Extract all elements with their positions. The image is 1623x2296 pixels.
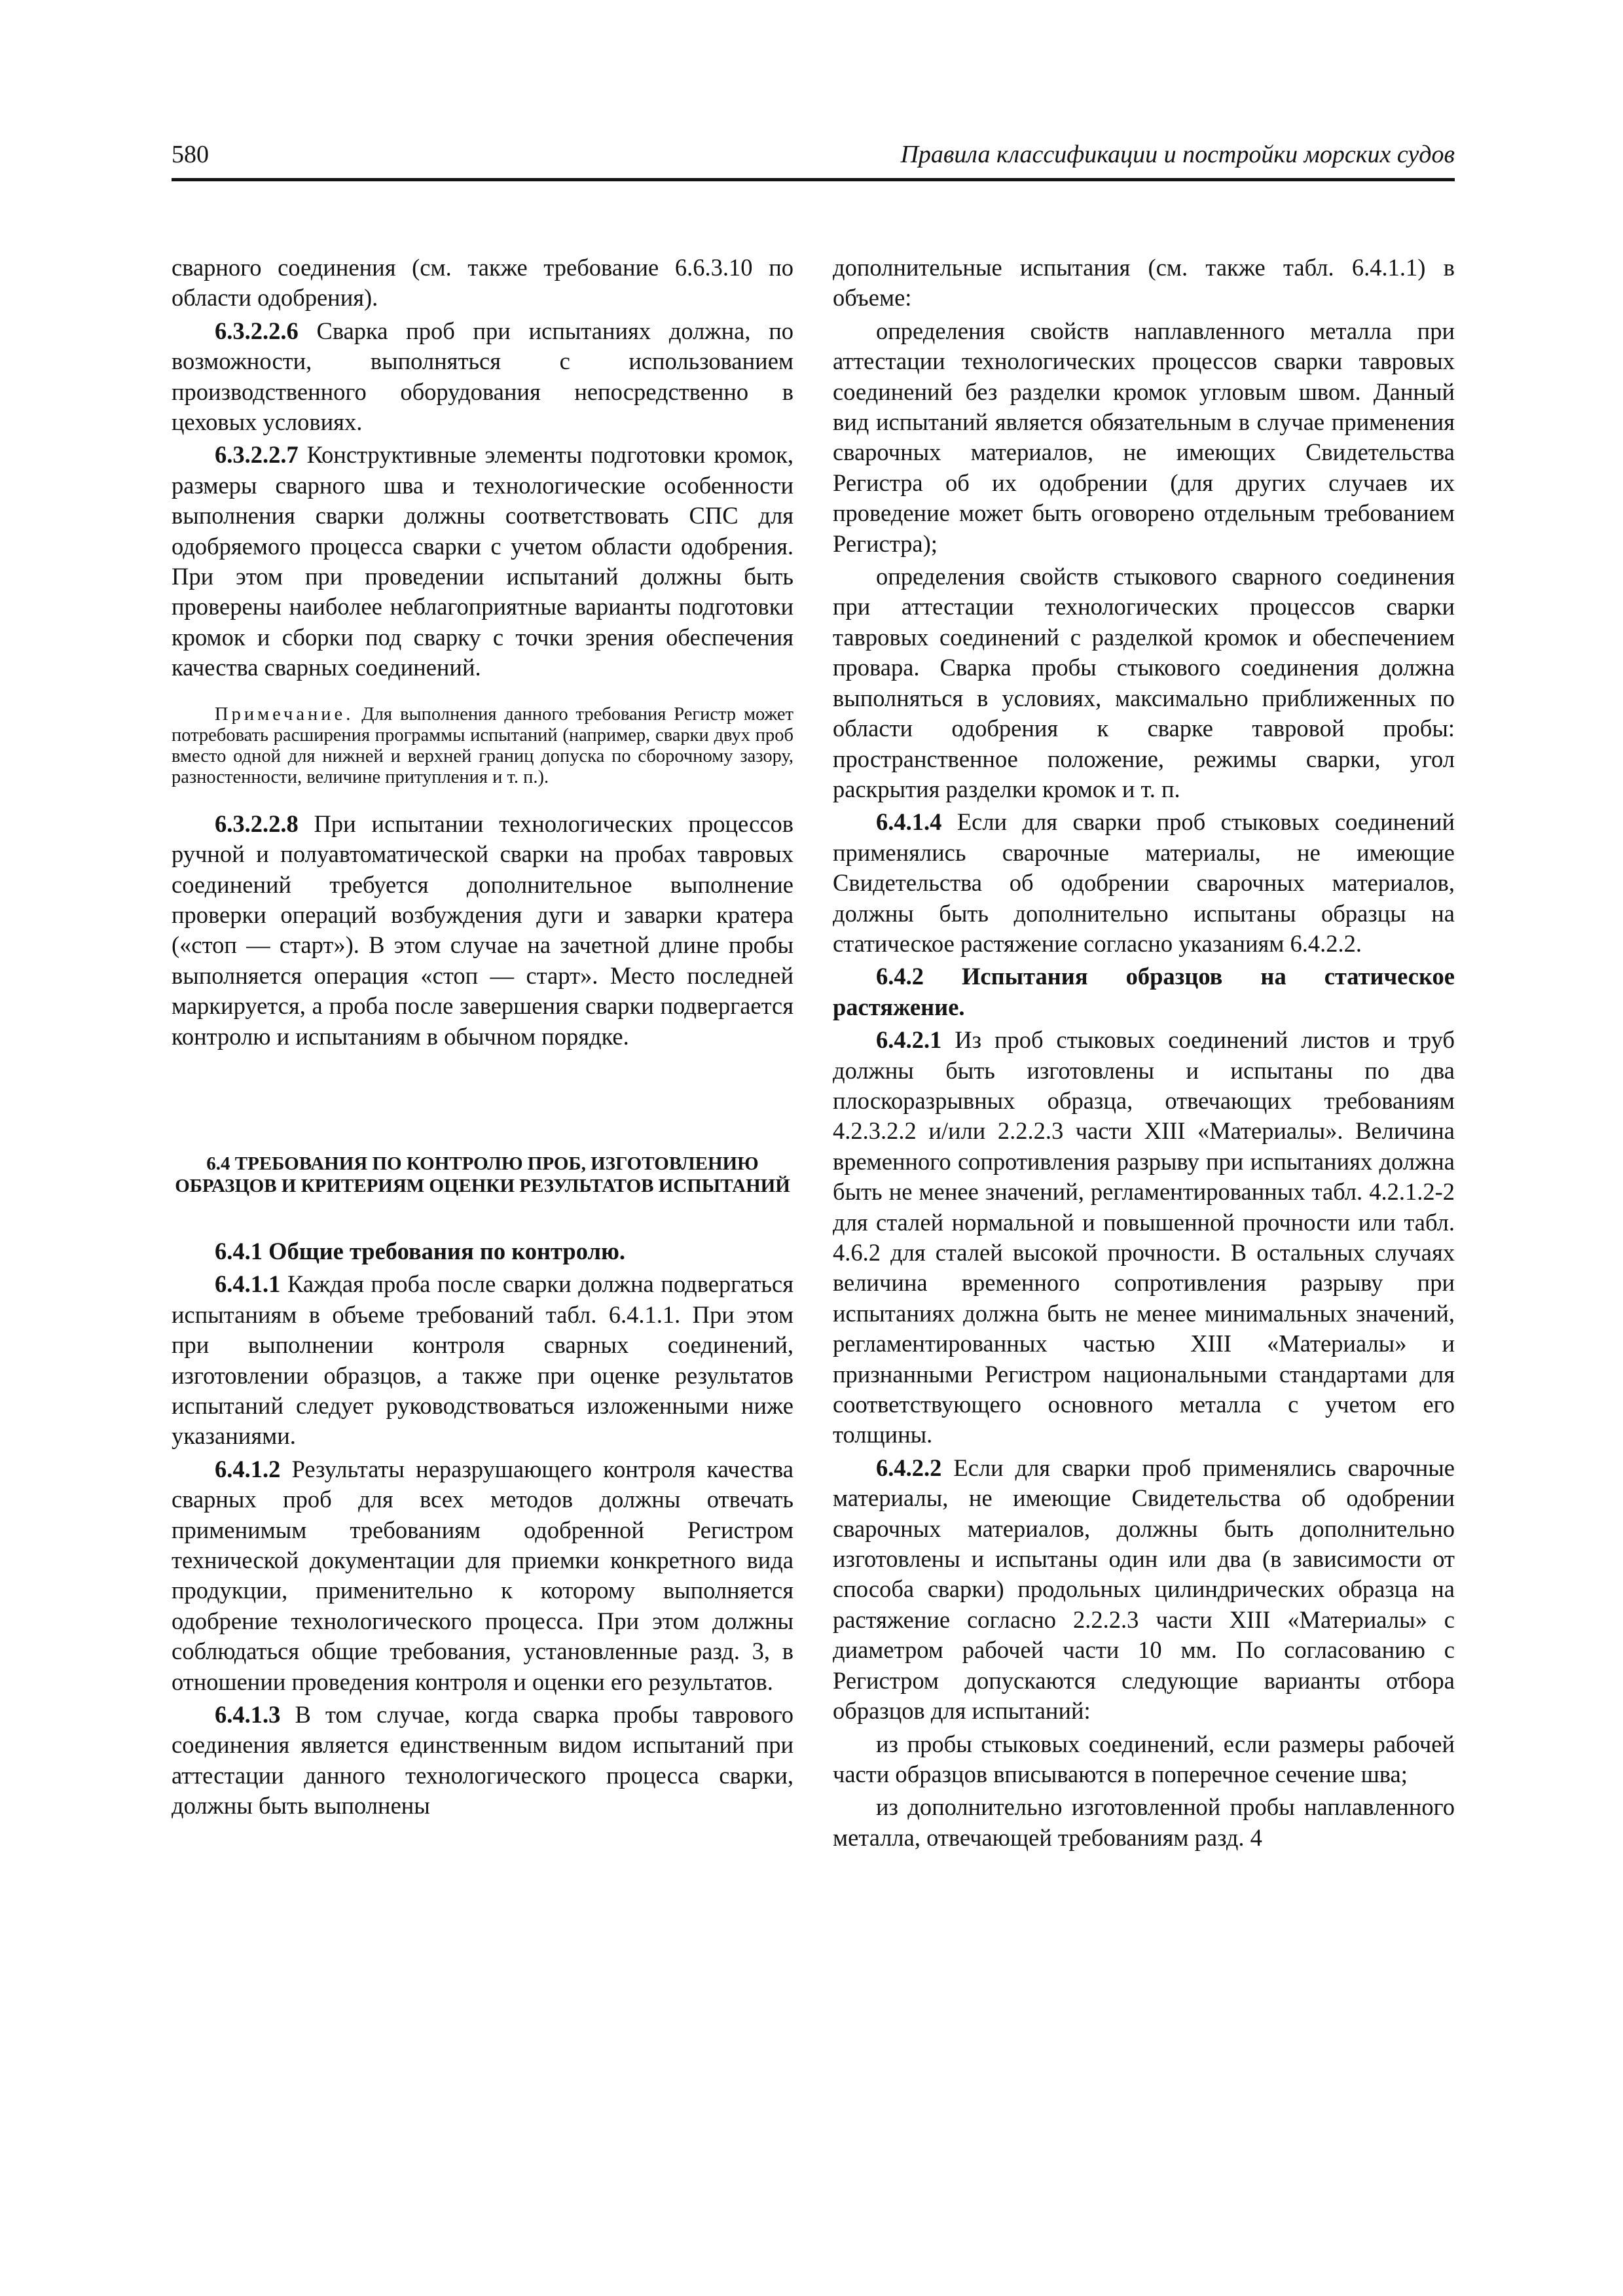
clause-number: 6.4.1.1 <box>215 1270 281 1298</box>
clause-number: 6.4.1.3 <box>215 1701 281 1729</box>
right-column <box>833 253 1455 1853</box>
list-paragraph: из пробы стыковых соединений, если размеры рабочей части образцов вписываются в поперечное сечение шва; <box>833 1730 1455 1787</box>
clause-number: 6.4.1.4 <box>876 808 942 836</box>
list-paragraph: определения свойств стыкового сварного соединения при аттестации технологических процессов сварки тавровых соединений с разделкой кромок и обеспечением провара. Сварка пробы стыкового соединения должна выполняться в условиях, максимально приближенных по области одобрения к сварке тавровой пробы: пространственное положение, режимы сварки, угол раскрытия разделки кромок и т. п. <box>833 563 1455 802</box>
section-title: 6.4 ТРЕБОВАНИЯ ПО КОНТРОЛЮ ПРОБ, ИЗГОТОВЛЕНИЮ ОБРАЗЦОВ И КРИТЕРИЯМ ОЦЕНКИ РЕЗУЛЬТАТОВ ИСПЫТАНИЙ <box>175 1153 790 1196</box>
clause-number: 6.4.2.2 <box>876 1454 942 1481</box>
clause-number: 6.3.2.2.6 <box>215 317 299 344</box>
list-paragraph: из дополнительно изготовленной пробы наплавленного металла, отвечающей требованиям разд. 4 <box>833 1793 1455 1851</box>
clause-number: 6.3.2.2.7 <box>215 441 299 469</box>
paragraph-6-3-2-2-8: 6.3.2.2.8 При испытании технологических процессов ручной и полуавтоматической сварки на пробах тавровых соединений требуется дополнительное выполнение проверки операций возбуждения дуги и заварки кратера («стоп — старт»). В этом случае на зачетной длине пробы выполняется операция «стоп — старт». Место последней маркируется, а проба после завершения сварки подвергается контролю и испытаниям в обычном порядке. <box>172 810 793 1050</box>
paragraph-6-4-2-1: 6.4.2.1 Из проб стыковых соединений листов и труб должны быть изготовлены и испытаны по два плоскоразрывных образца, отвечающих требованиям 4.2.3.2.2 и/или 2.2.2.3 части XIII «Материалы». Величина временного сопротивления разрыву при испытаниях должна быть не менее значений, регламентированных табл. 4.2.1.2-2 для сталей нормальной и повышенной прочности или табл. 4.6.2 для сталей высокой прочности. В остальных случаях величина временного сопротивления разрыву при испытаниях должна быть не менее минимальных значений, регламентированных частью XIII «Материалы» и признанными Регистром национальными стандартами для соответствующего основного металла с учетом его толщины. <box>833 1026 1455 1448</box>
list-paragraph: определения свойств наплавленного металла при аттестации технологических процессов сварки тавровых соединений без разделки кромок угловым швом. Данный вид испытаний является обязательным в случае применения сварочных материалов, не имеющих Свидетельства Регистра об их одобрении (для других случаев их проведение может быть оговорено отдельным требованием Регистра); <box>833 317 1455 557</box>
paragraph-6-4-1-3: 6.4.1.3 В том случае, когда сварка пробы таврового соединения является единственным видом испытаний при аттестации данного технологического процесса сварки, должны быть выполнены <box>172 1701 793 1820</box>
subsection-heading-6-4-1: 6.4.1 Общие требования по контролю. <box>215 1237 625 1265</box>
paragraph-6-4-2-2: 6.4.2.2 Если для сварки проб применялись сварочные материалы, не имеющие Свидетельства об одобрении сварочных материалов, должны быть дополнительно изготовлены и испытаны один или два (в зависимости от способа сварки) продольных цилиндрических образца на растяжение согласно 2.2.2.3 части XIII «Материалы» с диаметром рабочей части 10 мм. По согласованию с Регистром допускаются следующие варианты отбора образцов для испытаний: <box>833 1454 1455 1725</box>
paragraph-6-4-1-1: 6.4.1.1 Каждая проба после сварки должна подвергаться испытаниям в объеме требований табл. 6.4.1.1. При этом при выполнении контроля сварных соединений, изготовлении образцов, а также при оценке результатов испытаний следует руководствоваться изложенными ниже указаниями. <box>172 1270 793 1450</box>
paragraph-6-4-1-2: 6.4.1.2 Результаты неразрушающего контроля качества сварных проб для всех методов должны отвечать применимым требованиям одобренной Регистром технической документации для приемки конкретного вида продукции, применительно к которому выполняется одобрение технологического процесса. При этом должны соблюдаться общие требования, установленные разд. 3, в отношении проведения контроля и оценки его результатов. <box>172 1455 793 1695</box>
running-title: Правила классификации и постройки морских судов <box>900 141 1455 168</box>
page-header <box>172 137 1455 181</box>
paragraph-6-3-2-2-7: 6.3.2.2.7 Конструктивные элементы подготовки кромок, размеры сварного шва и технологические особенности выполнения сварки должны соответствовать СПС для одобряемого процесса сварки с учетом области одобрения. При этом при проведении испытаний должны быть проверены наиболее неблагоприятные варианты подготовки кромок и сборки под сварку с точки зрения обеспечения качества сварных соединений. <box>172 441 793 681</box>
clause-number: 6.4.1.2 <box>215 1455 281 1482</box>
left-column <box>172 253 793 1853</box>
note-label: Примечание. <box>215 704 354 725</box>
paragraph-6-3-2-2-6: 6.3.2.2.6 Сварка проб при испытаниях должна, по возможности, выполняться с использованием производственного оборудования непосредственно в цеховых условиях. <box>172 317 793 436</box>
document-page <box>172 137 1455 2232</box>
paragraph: дополнительные испытания (см. также табл. 6.4.1.1) в объеме: <box>833 254 1455 312</box>
note: Примечание. Для выполнения данного требования Регистр может потребовать расширения программы испытаний (например, сварки двух проб вместо одной для нижней и верхней границ допуска по сборочному зазору, разностенности, величине притупления и т. п.). <box>172 704 793 787</box>
subsection-heading-6-4-2: 6.4.2 Испытания образцов на статическое растяжение. <box>833 963 1455 1020</box>
paragraph-6-4-1-4: 6.4.1.4 Если для сварки проб стыковых соединений применялись сварочные материалы, не имеющие Свидетельства об одобрении сварочных материалов, должны быть дополнительно испытаны образцы на статическое растяжение согласно указаниям 6.4.2.2. <box>833 808 1455 957</box>
page-number: 580 <box>172 141 209 168</box>
clause-number: 6.3.2.2.8 <box>215 810 299 837</box>
two-column-body <box>172 253 1455 1853</box>
paragraph: сварного соединения (см. также требование 6.6.3.10 по области одобрения). <box>172 254 793 312</box>
clause-number: 6.4.2.1 <box>876 1026 942 1054</box>
